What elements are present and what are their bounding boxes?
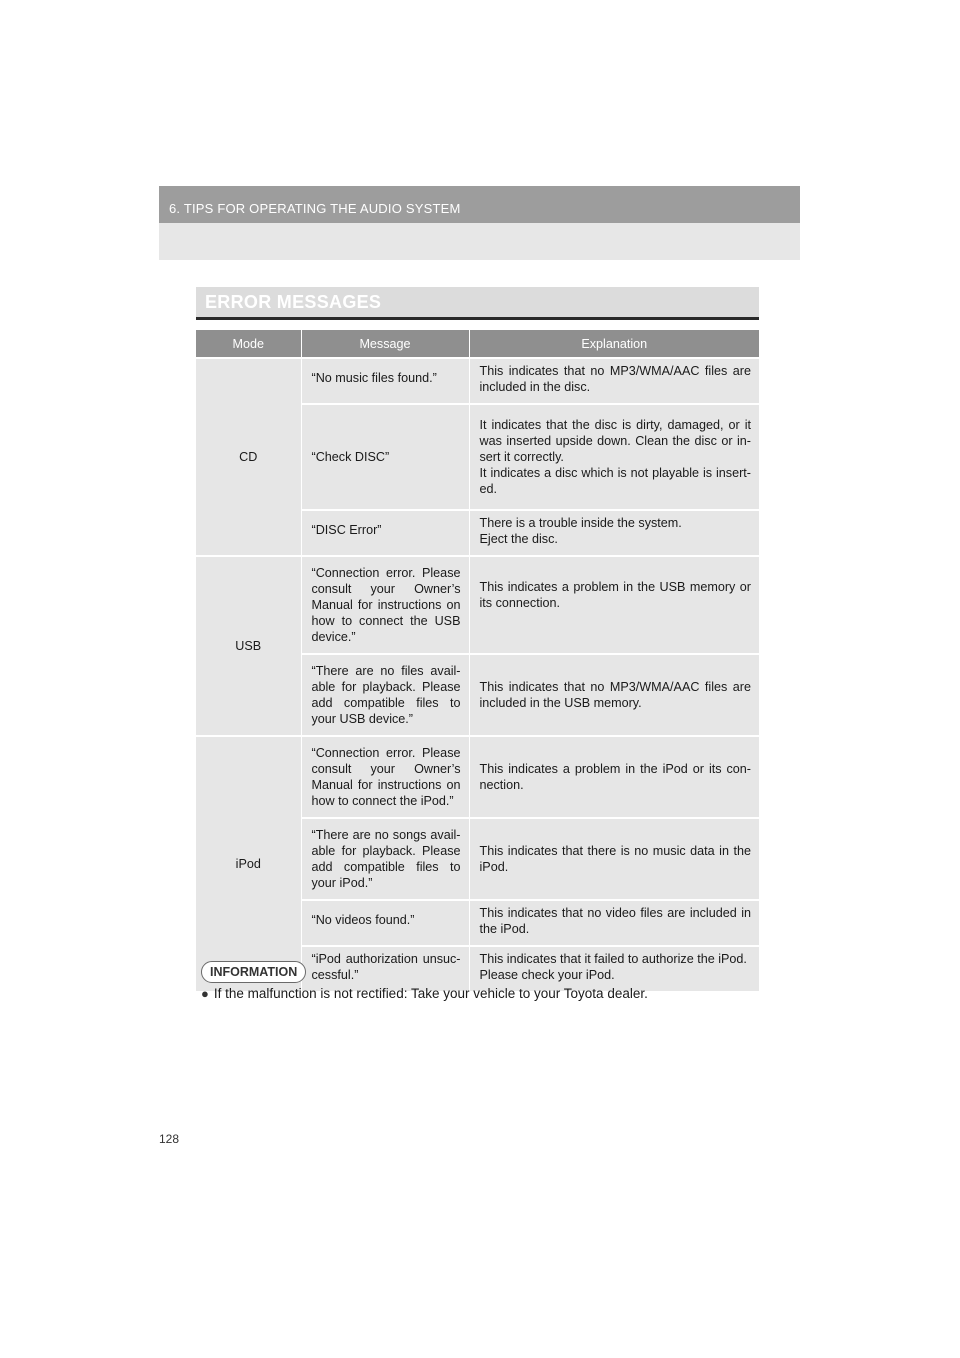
explanation-cell: This indicates that no MP3/WMA/AAC files are included in the disc. [469,358,759,404]
information-text: If the malfunction is not rectified: Take your vehicle to your Toyota dealer. [213,986,648,1001]
mode-cell-ipod: iPod [196,736,301,991]
bullet-icon: ● [201,986,209,1001]
mode-cell-cd: CD [196,358,301,556]
table-header-row [196,330,759,358]
explanation-cell: This indicates that there is no music data in the iPod. [469,818,759,900]
explanation-cell: This indicates that no MP3/WMA/AAC files are included in the USB memory. [469,654,759,736]
section-title-bar [196,287,759,320]
header-strip [159,186,800,223]
error-messages-table [196,330,759,991]
explanation-cell: This indicates that it failed to authorize the iPod. Please check your iPod. [469,946,759,991]
message-cell: “Connection error. Please consult your Owner’s Manual for instructions on how to connect the USB device.” [301,556,469,654]
information-badge: INFORMATION [201,961,306,983]
information-note [201,986,648,1001]
explanation-cell: This indicates that no video files are included in the iPod. [469,900,759,946]
explanation-cell: This indicates a problem in the USB memory or its connection. [469,556,759,654]
page-number: 128 [159,1132,180,1146]
column-header-explanation: Explanation [469,330,759,358]
message-cell: “DISC Error” [301,510,469,556]
message-cell: “No music files found.” [301,358,469,404]
message-cell: “No videos found.” [301,900,469,946]
column-header-mode: Mode [196,330,301,358]
table-row [196,556,759,654]
page-title: ERROR MESSAGES [205,292,382,312]
message-cell: “Connection error. Please consult your Owner’s Manual for instructions on how to connect the iPod.” [301,736,469,818]
message-cell: “iPod authorization unsuc- cessful.” [301,946,469,991]
column-header-message: Message [301,330,469,358]
mode-cell-usb: USB [196,556,301,736]
message-cell: “There are no files avail- able for playback. Please add compatible files to your USB device.” [301,654,469,736]
explanation-cell: It indicates that the disc is dirty, damaged, or it was inserted upside down. Clean the disc or in- sert it correctly. It indicates a disc which is not playable is insert- ed. [469,404,759,510]
explanation-cell: This indicates a problem in the iPod or its con- nection. [469,736,759,818]
table-row [196,358,759,404]
section-header: 6. TIPS FOR OPERATING THE AUDIO SYSTEM [169,201,461,216]
message-cell: “Check DISC” [301,404,469,510]
message-cell: “There are no songs avail- able for playback. Please add compatible files to your iPod.” [301,818,469,900]
explanation-cell: There is a trouble inside the system. Eject the disc. [469,510,759,556]
table-row [196,736,759,818]
header-band [159,186,800,260]
